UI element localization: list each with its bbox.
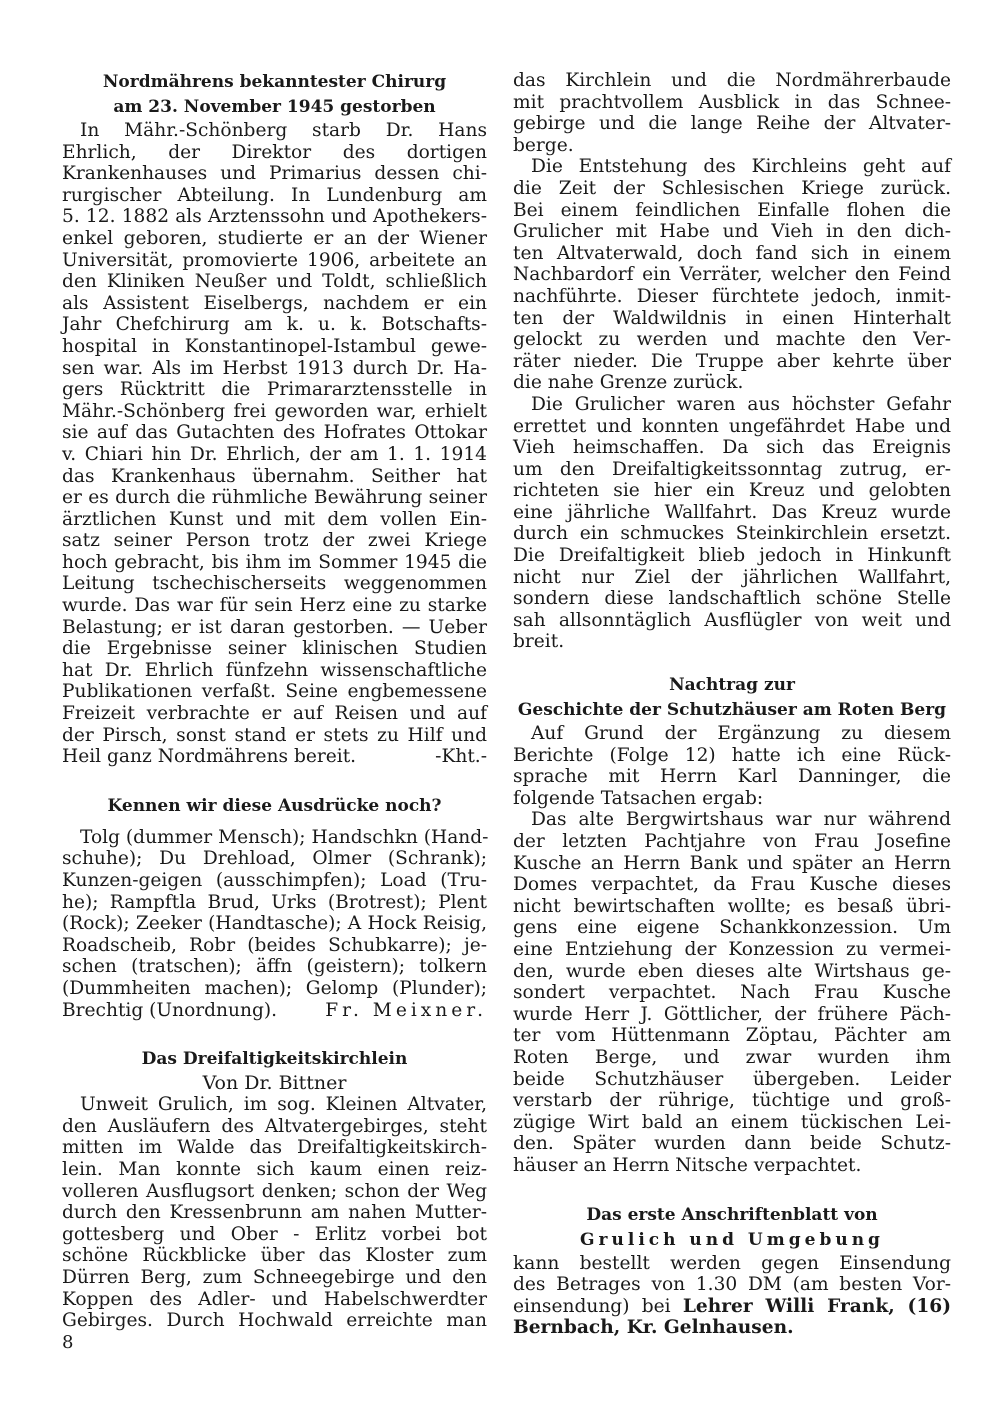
article-heading: Nordmährens bekanntester Chirurg [102, 72, 447, 92]
article-body [513, 723, 951, 1176]
article-heading: Nachtrag zur [669, 675, 795, 696]
text-line: räter nieder. Die Truppe aber kehrte über [513, 350, 951, 372]
text-line: hat Dr. Ehrlich fünfzehn wissenschaftliche [62, 659, 487, 681]
text-line: den, wurde eben dieses alte Wirtshaus ge- [513, 960, 951, 982]
text-line: v. Chiari hin Dr. Ehrlich, der am 1. 1. 1914 [62, 443, 487, 465]
text-line: das Krankenhaus übernahm. Seither hat [62, 465, 487, 487]
text-line: beide Schutzhäuser übergeben. Leider [513, 1068, 951, 1090]
text-line: Roten Berge, und zwar wurden ihm [513, 1046, 951, 1068]
text-line: 5. 12. 1882 als Arztenssohn und Apothekers- [62, 206, 487, 228]
text-line: Publikationen verfaßt. Seine engbemessene [62, 681, 487, 703]
text-line: (Rock); Zeeker (Handtasche); A Hock Reisig, [62, 913, 487, 935]
contact-name: Lehrer Willi Frank, (16) [682, 1295, 951, 1317]
text-line: er es durch die rühmliche Bewährung seiner [62, 487, 487, 509]
text-line: nicht bewirtschaften wollte; es besaß übri- [513, 895, 951, 917]
text-line: Gebirges. Durch Hochwald erreichte man [62, 1310, 487, 1332]
text-line: schen (tratschen); äffn (geistern); tolkern [62, 956, 487, 978]
author-signature: Fr. Meixner. [325, 999, 487, 1021]
text-line: volleren Ausflugsort denken; schon der Weg [62, 1180, 487, 1202]
text-line: hospital in Konstantinopel-Istambul gewe- [62, 335, 487, 357]
text-line: Vieh heimschaffen. Da sich das Ereignis [513, 437, 951, 459]
text-line: enkel geboren, studierte er an der Wiener [62, 227, 487, 249]
text-line: he); Rampftla Brud, Urks (Brotrest); Plent [62, 891, 487, 913]
text-line: der Pirsch, sonst stand er stets zu Hilf und [62, 724, 487, 746]
text-line: errettet und konnten ungefährdet Habe und [513, 415, 951, 437]
article-heading: Das erste Anschriftenblatt von [586, 1204, 878, 1225]
article-subheading: Grulich und Umgebung [580, 1229, 884, 1250]
text-line: Unweit Grulich, im sog. Kleinen Altvater, [80, 1094, 487, 1116]
article-body [513, 70, 951, 653]
text-line: nicht nur Ziel der jährlichen Wallfahrt, [513, 566, 951, 588]
article-anschriftenblatt [513, 1203, 951, 1339]
text-line [513, 1296, 951, 1318]
signature-line [62, 746, 487, 768]
article-subheading: Geschichte der Schutzhäuser am Roten Berg [517, 700, 947, 721]
text-line: Freizeit verbrachte er auf Reisen und auf [62, 703, 487, 725]
article-nachtrag [513, 673, 951, 1176]
text-line: sah allsonntäglich Ausflügler von weit und [513, 609, 951, 631]
article-body [62, 120, 487, 768]
text-line: hoch gebracht, bis ihm im Sommer 1945 die [62, 551, 487, 573]
text-line: Kusche an Herrn Bank und später an Herrn [513, 852, 951, 874]
text-line: rurgischer Abteilung. In Lundenburg am [62, 184, 487, 206]
text-line: gers Rücktritt die Primararztensstelle in [62, 379, 487, 401]
text-line: Das alte Bergwirtshaus war nur während [531, 809, 951, 831]
article-kirchlein [62, 1047, 487, 1332]
text-line: wurde Herr J. Göttlicher, der frühere Päch- [513, 1003, 951, 1025]
text-line: Nachbardorf ein Verräter, welcher den Feind [513, 264, 951, 286]
text-line: satz seiner Person trotz der zwei Kriege [62, 530, 487, 552]
text-line: mit prachtvollem Ausblick in das Schnee- [513, 91, 951, 113]
text-line: Auf Grund der Ergänzung zu diesem [531, 723, 951, 745]
text-line: sondert verpachtet. Nach Frau Kusche [513, 982, 951, 1004]
signature-line [62, 1000, 487, 1022]
right-column [513, 70, 951, 1339]
text-line: den Ausläufern des Altvatergebirges, steht [62, 1115, 487, 1137]
text-line: durch den Kressenbrunn am nahen Mutter- [62, 1202, 487, 1224]
text-line: Die Entstehung des Kirchleins geht auf [531, 156, 951, 178]
text-line: Jahr Chefchirurg am k. u. k. Botschafts- [62, 314, 487, 336]
text-line: mitten im Walde das Dreifaltigkeitskirch- [62, 1137, 487, 1159]
text-line: eine jährliche Wallfahrt. Das Kreuz wurde [513, 501, 951, 523]
article-subheading: am 23. November 1945 gestorben [113, 97, 436, 117]
text-line: ten der Waldwildnis in einen Hinterhalt [513, 307, 951, 329]
text-line: die Zeit der Schlesischen Kriege zurück. [513, 177, 951, 199]
text-line: gens eine eigene Schankkonzession. Um [513, 917, 951, 939]
article-kirchlein-continued [513, 70, 951, 653]
text-line: Mähr.-Schönberg frei geworden war, erhielt [62, 400, 487, 422]
text-line: sondern diese landschaftlich schöne Stelle [513, 588, 951, 610]
text-line: folgende Tatsachen ergab: [513, 787, 764, 809]
article-body [62, 1094, 487, 1332]
author-signature: -Kht.- [435, 746, 487, 768]
text-line: Die Dreifaltigkeit blieb jedoch in Hinkunft [513, 545, 951, 567]
text-line: ärztlichen Kunst und mit dem vollen Ein- [62, 508, 487, 530]
article-heading: Das Dreifaltigkeitskirchlein [141, 1049, 408, 1070]
text-line: die Ergebnisse seiner klinischen Studien [62, 638, 487, 660]
text-fragment: Heil ganz Nordmährens bereit. [62, 746, 357, 768]
contact-address: Bernbach, Kr. Gelnhausen. [513, 1317, 794, 1339]
author-byline [62, 1072, 487, 1094]
text-line: des Betrages von 1.30 DM (am besten Vor- [513, 1274, 951, 1296]
text-line: Die Grulicher waren aus höchster Gefahr [531, 393, 951, 415]
text-line: gottesberg und Ober - Erlitz vorbei bot [62, 1223, 487, 1245]
text-line: Berichte (Folge 12) hatte ich eine Rück- [513, 744, 951, 766]
text-line: ter vom Hüttenmann Zöptau, Pächter am [513, 1025, 951, 1047]
text-line: breit. [513, 631, 565, 653]
text-line: Bei einem feindlichen Einfalle flohen die [513, 199, 951, 221]
text-line: schuhe); Du Drehload, Olmer (Schrank); [62, 848, 487, 870]
text-line: Grulicher mit Habe und Vieh in den dich- [513, 221, 951, 243]
text-line: Roadscheib, Robr (beides Schubkarre); je- [62, 934, 487, 956]
text-line: Krankenhauses und Primarius dessen chi- [62, 163, 487, 185]
text-line: Belastung; er ist daran gestorben. — Ueber [62, 616, 487, 638]
page-number: 8 [62, 1332, 74, 1353]
text-line: gelockt zu werden und machte den Ver- [513, 329, 951, 351]
article-ausdruecke [62, 794, 487, 1021]
text-line: Tolg (dummer Mensch); Handschkn (Hand- [80, 826, 489, 848]
text-line: wurde. Das war für sein Herz eine zu starke [62, 595, 487, 617]
text-line: durch ein schmuckes Steinkirchlein ersetzt. [513, 523, 951, 545]
text-line: Koppen des Adler- und Habelschwerdter [62, 1288, 487, 1310]
text-line: verstarb der rührige, tüchtige und groß- [513, 1090, 951, 1112]
text-line: der letzten Pachtjahre von Frau Josefine [513, 831, 951, 852]
text-line: sie auf das Gutachten des Hofrates Ottokar [62, 422, 487, 444]
text-line: richteten sie hier ein Kreuz und gelobten [513, 480, 951, 502]
text-line: Kunzen-geigen (ausschimpfen); Load (Tru- [62, 870, 487, 891]
text-line: eine Entziehung der Konzession zu vermei- [513, 938, 951, 960]
text-line: den Kliniken Neußer und Toldt, schließlich [62, 271, 487, 293]
text-line: Universität, promovierte 1906, arbeitete an [62, 249, 487, 271]
text-line: sen war. Als im Herbst 1913 durch Dr. Ha- [62, 357, 487, 379]
text-line: zügige Wirt bald an einem tückischen Lei- [513, 1111, 951, 1133]
text-line: den. Später wurden dann beide Schutz- [513, 1133, 951, 1155]
article-heading: Kennen wir diese Ausdrücke noch? [107, 795, 442, 816]
left-column [62, 70, 487, 1332]
text-line: die nahe Grenze zurück. [513, 372, 744, 394]
text-line: nachführte. Dieser fürchtete jedoch, inmit- [513, 285, 951, 307]
text-line: Leitung tschechischerseits weggenommen [62, 573, 487, 595]
text-line: schöne Rückblicke über das Kloster zum [62, 1245, 487, 1267]
article-body [513, 1253, 951, 1339]
text-line: Ehrlich, der Direktor des dortigen [62, 141, 487, 163]
text-line: sprache mit Herrn Karl Danninger, die [513, 766, 951, 788]
text-line: (Dummheiten machen); Gelomp (Plunder); [62, 977, 487, 999]
text-line: In Mähr.-Schönberg starb Dr. Hans [80, 120, 487, 141]
text-line: Dürren Berg, zum Schneegebirge und den [62, 1266, 487, 1288]
text-line: häuser an Herrn Nitsche verpachtet. [513, 1154, 862, 1176]
text-fragment: Brechtig (Unordnung). [62, 999, 278, 1021]
text-normal: einsendung) bei [513, 1295, 683, 1317]
text-line: ten Altvaterwald, doch fand sich in einem [513, 242, 951, 264]
article-chirurg [62, 70, 487, 768]
text-line: Domes verpachtet, da Frau Kusche dieses [513, 874, 951, 896]
text-line: das Kirchlein und die Nordmährerbaude [513, 70, 951, 91]
text-line: gebirge und die lange Reihe der Altvater- [513, 113, 951, 135]
article-body [62, 827, 487, 1021]
text-line: als Assistent Eiselbergs, nachdem er ein [62, 292, 487, 314]
text-line: um den Dreifaltigkeitssonntag zutrug, er- [513, 458, 951, 480]
text-line: lein. Man konnte sich kaum einen reiz- [62, 1158, 487, 1180]
byline-text: Von Dr. Bittner [202, 1072, 347, 1095]
text-line: kann bestellt werden gegen Einsendung [513, 1252, 951, 1274]
text-line: berge. [513, 134, 574, 156]
